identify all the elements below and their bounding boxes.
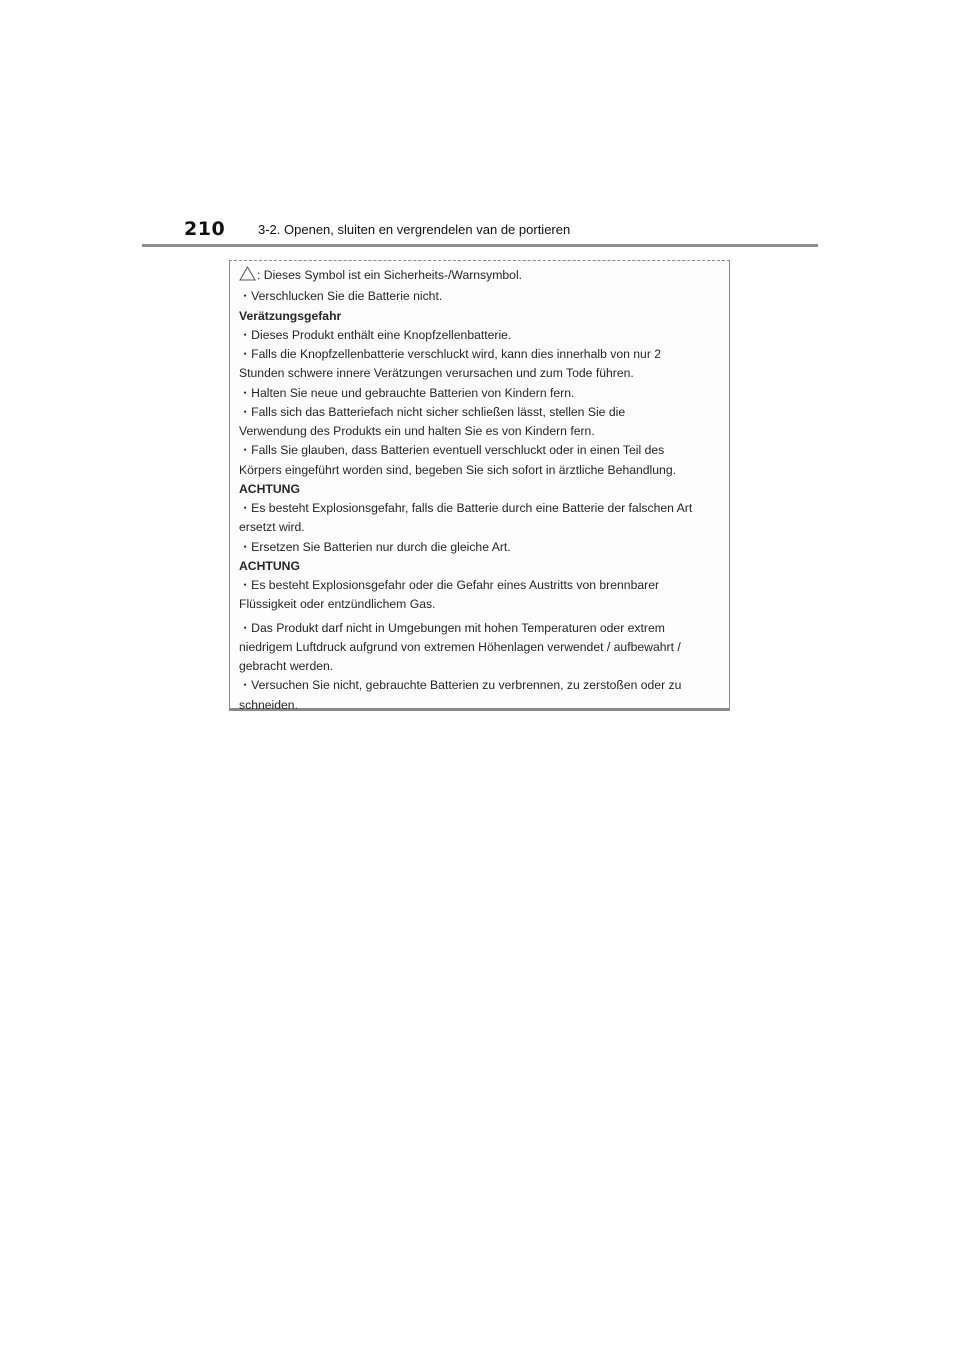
notice-line: Stunden schwere innere Verätzungen verursachen und zum Tode führen. xyxy=(239,366,634,381)
notice-text xyxy=(239,266,717,715)
section-title: 3-2. Openen, sluiten en vergrendelen van de portieren xyxy=(258,222,571,237)
notice-line: ・Das Produkt darf nicht in Umgebungen mit hohen Temperaturen oder extrem xyxy=(239,620,665,635)
notice-line: ・Ersetzen Sie Batterien nur durch die gleiche Art. xyxy=(239,539,511,554)
battery-warning-notice xyxy=(229,260,730,711)
notice-line: ・Es besteht Explosionsgefahr, falls die Batterie durch eine Batterie der falschen Art xyxy=(239,501,693,515)
notice-heading: ACHTUNG xyxy=(239,558,300,573)
notice-line: ・Es besteht Explosionsgefahr oder die Gefahr eines Austritts von brennbarer xyxy=(239,578,660,592)
notice-heading: Verätzungsgefahr xyxy=(239,308,342,323)
notice-line: Flüssigkeit oder entzündlichem Gas. xyxy=(239,597,436,612)
notice-line: ・Falls die Knopfzellenbatterie verschluckt wird, kann dies innerhalb von nur 2 xyxy=(239,347,662,361)
notice-line: ・Falls sich das Batteriefach nicht sicher schließen lässt, stellen Sie die xyxy=(239,404,626,419)
page-number: 210 xyxy=(184,218,226,240)
header-divider xyxy=(142,244,818,247)
notice-line: ersetzt wird. xyxy=(239,520,305,535)
notice-line: ・Halten Sie neue und gebrauchte Batterien von Kindern fern. xyxy=(239,385,575,400)
notice-line: schneiden. xyxy=(239,697,298,712)
warning-triangle-icon xyxy=(239,266,256,287)
notice-line: ・Versuchen Sie nicht, gebrauchte Batterien zu verbrennen, zu zerstoßen oder zu xyxy=(239,678,682,693)
notice-line: Körpers eingeführt worden sind, begeben Sie sich sofort in ärztliche Behandlung. xyxy=(239,462,676,477)
notice-line: gebracht werden. xyxy=(239,659,334,673)
notice-heading: ACHTUNG xyxy=(239,481,300,496)
notice-line: ・Verschlucken Sie die Batterie nicht. xyxy=(239,289,443,304)
notice-line: : Dieses Symbol ist ein Sicherheits-/Warnsymbol. xyxy=(257,268,523,282)
notice-line: ・Falls Sie glauben, dass Batterien eventuell verschluckt oder in einen Teil des xyxy=(239,443,665,458)
notice-line: ・Dieses Produkt enthält eine Knopfzellenbatterie. xyxy=(239,327,512,342)
notice-line: niedrigem Luftdruck aufgrund von extremen Höhenlagen verwendet / aufbewahrt / xyxy=(239,639,681,654)
notice-line: Verwendung des Produkts ein und halten Sie es von Kindern fern. xyxy=(239,424,595,438)
notice-line-symbol xyxy=(239,266,717,287)
